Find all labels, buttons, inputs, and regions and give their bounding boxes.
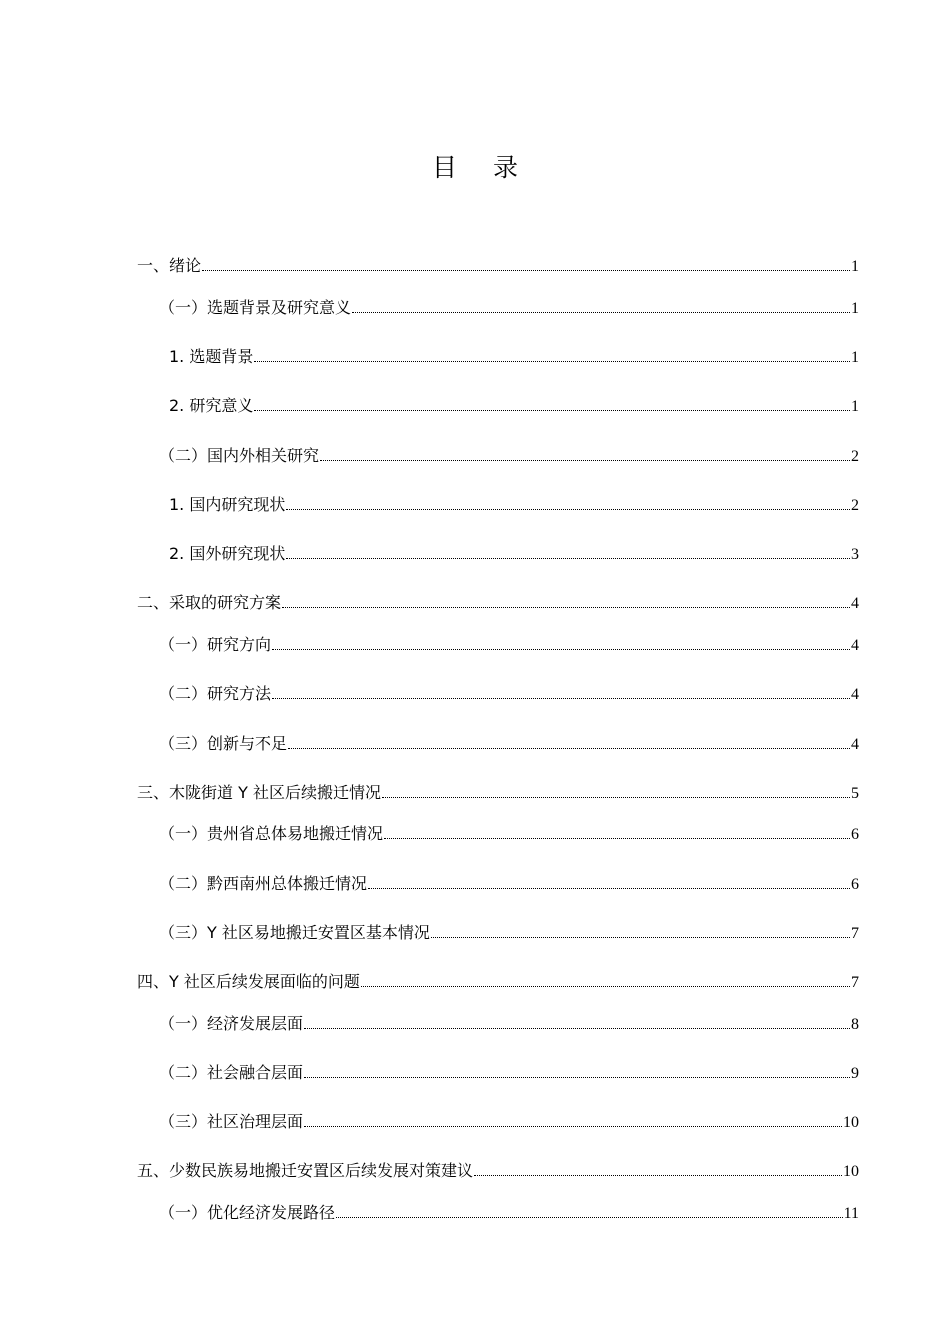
toc-entry-text: 一、绪论 bbox=[137, 256, 202, 275]
toc-entry-text: （一）经济发展层面 bbox=[159, 1014, 304, 1033]
dot-leader bbox=[288, 747, 850, 749]
toc-page-number: 7 bbox=[851, 974, 859, 991]
dot-leader bbox=[320, 459, 850, 461]
toc-entry[interactable] bbox=[137, 445, 859, 468]
dot-leader bbox=[304, 1125, 842, 1127]
toc-entry-text: 1. 国内研究现状 bbox=[169, 495, 286, 514]
toc-entry-text: 三、木陇街道 Y 社区后续搬迁情况 bbox=[137, 783, 381, 802]
toc-entry[interactable] bbox=[137, 1062, 859, 1085]
toc-entry[interactable] bbox=[137, 346, 859, 369]
toc-entry-text: （二）黔西南州总体搬迁情况 bbox=[159, 874, 368, 893]
toc-page-number: 8 bbox=[851, 1016, 859, 1033]
toc-entry[interactable] bbox=[137, 543, 859, 566]
toc-page-number: 1 bbox=[851, 398, 859, 415]
toc-title: 目 录 bbox=[432, 153, 532, 182]
toc-entry[interactable] bbox=[137, 922, 859, 945]
toc-page-number: 6 bbox=[851, 826, 859, 843]
toc-page-number: 3 bbox=[851, 546, 859, 563]
dot-leader bbox=[382, 796, 850, 798]
toc-page-number: 4 bbox=[851, 736, 859, 753]
toc-entry-text: （一）选题背景及研究意义 bbox=[159, 298, 352, 317]
dot-leader bbox=[304, 1076, 850, 1078]
toc-entry-text: （三）创新与不足 bbox=[159, 734, 288, 753]
toc-entry-text: 二、采取的研究方案 bbox=[137, 593, 282, 612]
toc-entry[interactable] bbox=[137, 971, 859, 994]
toc-entry-text: 四、Y 社区后续发展面临的问题 bbox=[137, 972, 360, 991]
toc-page-number: 4 bbox=[851, 637, 859, 654]
dot-leader bbox=[202, 269, 850, 271]
toc-entry-text: （二）研究方法 bbox=[159, 684, 272, 703]
toc-entry-text: 2. 研究意义 bbox=[169, 396, 254, 415]
toc-page-number: 9 bbox=[851, 1065, 859, 1082]
toc-entry-text: 五、少数民族易地搬迁安置区后续发展对策建议 bbox=[137, 1161, 474, 1180]
dot-leader bbox=[474, 1174, 842, 1176]
toc-entry-text: （三）Y 社区易地搬迁安置区基本情况 bbox=[159, 923, 430, 942]
toc-page-number: 5 bbox=[851, 785, 859, 802]
toc-entry-text: （一）优化经济发展路径 bbox=[159, 1203, 336, 1222]
toc-entry[interactable] bbox=[137, 782, 859, 805]
toc-entry-text: 1. 选题背景 bbox=[169, 347, 254, 366]
toc-page-number: 4 bbox=[851, 686, 859, 703]
dot-leader bbox=[352, 311, 850, 313]
dot-leader bbox=[272, 697, 850, 699]
dot-leader bbox=[254, 409, 850, 411]
toc-entry[interactable] bbox=[137, 395, 859, 418]
dot-leader bbox=[361, 985, 850, 987]
toc-entry-text: （一）贵州省总体易地搬迁情况 bbox=[159, 824, 384, 843]
toc-entry-text: （二）国内外相关研究 bbox=[159, 446, 320, 465]
toc-entry-text: （二）社会融合层面 bbox=[159, 1063, 304, 1082]
toc-page-number: 1 bbox=[851, 258, 859, 275]
toc-entry[interactable] bbox=[137, 823, 859, 846]
toc-page-number: 2 bbox=[851, 497, 859, 514]
toc-entry-text: 2. 国外研究现状 bbox=[169, 544, 286, 563]
toc-entry[interactable] bbox=[137, 1160, 859, 1183]
dot-leader bbox=[286, 508, 850, 510]
dot-leader bbox=[431, 936, 850, 938]
toc-entry[interactable] bbox=[137, 494, 859, 517]
dot-leader bbox=[254, 360, 850, 362]
dot-leader bbox=[286, 557, 850, 559]
toc-entry-text: （一）研究方向 bbox=[159, 635, 272, 654]
dot-leader bbox=[304, 1027, 850, 1029]
toc-entry[interactable] bbox=[137, 255, 859, 278]
toc-page-number: 4 bbox=[851, 595, 859, 612]
toc-page-number: 11 bbox=[843, 1205, 859, 1222]
toc-entry[interactable] bbox=[137, 1202, 859, 1225]
dot-leader bbox=[384, 837, 850, 839]
dot-leader bbox=[282, 606, 850, 608]
toc-entry[interactable] bbox=[137, 733, 859, 756]
toc-entry[interactable] bbox=[137, 592, 859, 615]
toc-page-number: 1 bbox=[851, 349, 859, 366]
toc-entry[interactable] bbox=[137, 1111, 859, 1134]
toc-entry-text: （三）社区治理层面 bbox=[159, 1112, 304, 1131]
toc-page-number: 10 bbox=[843, 1114, 859, 1131]
dot-leader bbox=[272, 648, 850, 650]
toc-page-number: 2 bbox=[851, 448, 859, 465]
toc-entry[interactable] bbox=[137, 873, 859, 896]
dot-leader bbox=[368, 887, 850, 889]
toc-page-number: 7 bbox=[851, 925, 859, 942]
toc-entry[interactable] bbox=[137, 683, 859, 706]
toc-entry[interactable] bbox=[137, 297, 859, 320]
toc-page-number: 1 bbox=[851, 300, 859, 317]
dot-leader bbox=[336, 1216, 843, 1218]
toc-page-number: 10 bbox=[843, 1163, 859, 1180]
toc-entry[interactable] bbox=[137, 1013, 859, 1036]
toc-page-number: 6 bbox=[851, 876, 859, 893]
toc-entry[interactable] bbox=[137, 634, 859, 657]
